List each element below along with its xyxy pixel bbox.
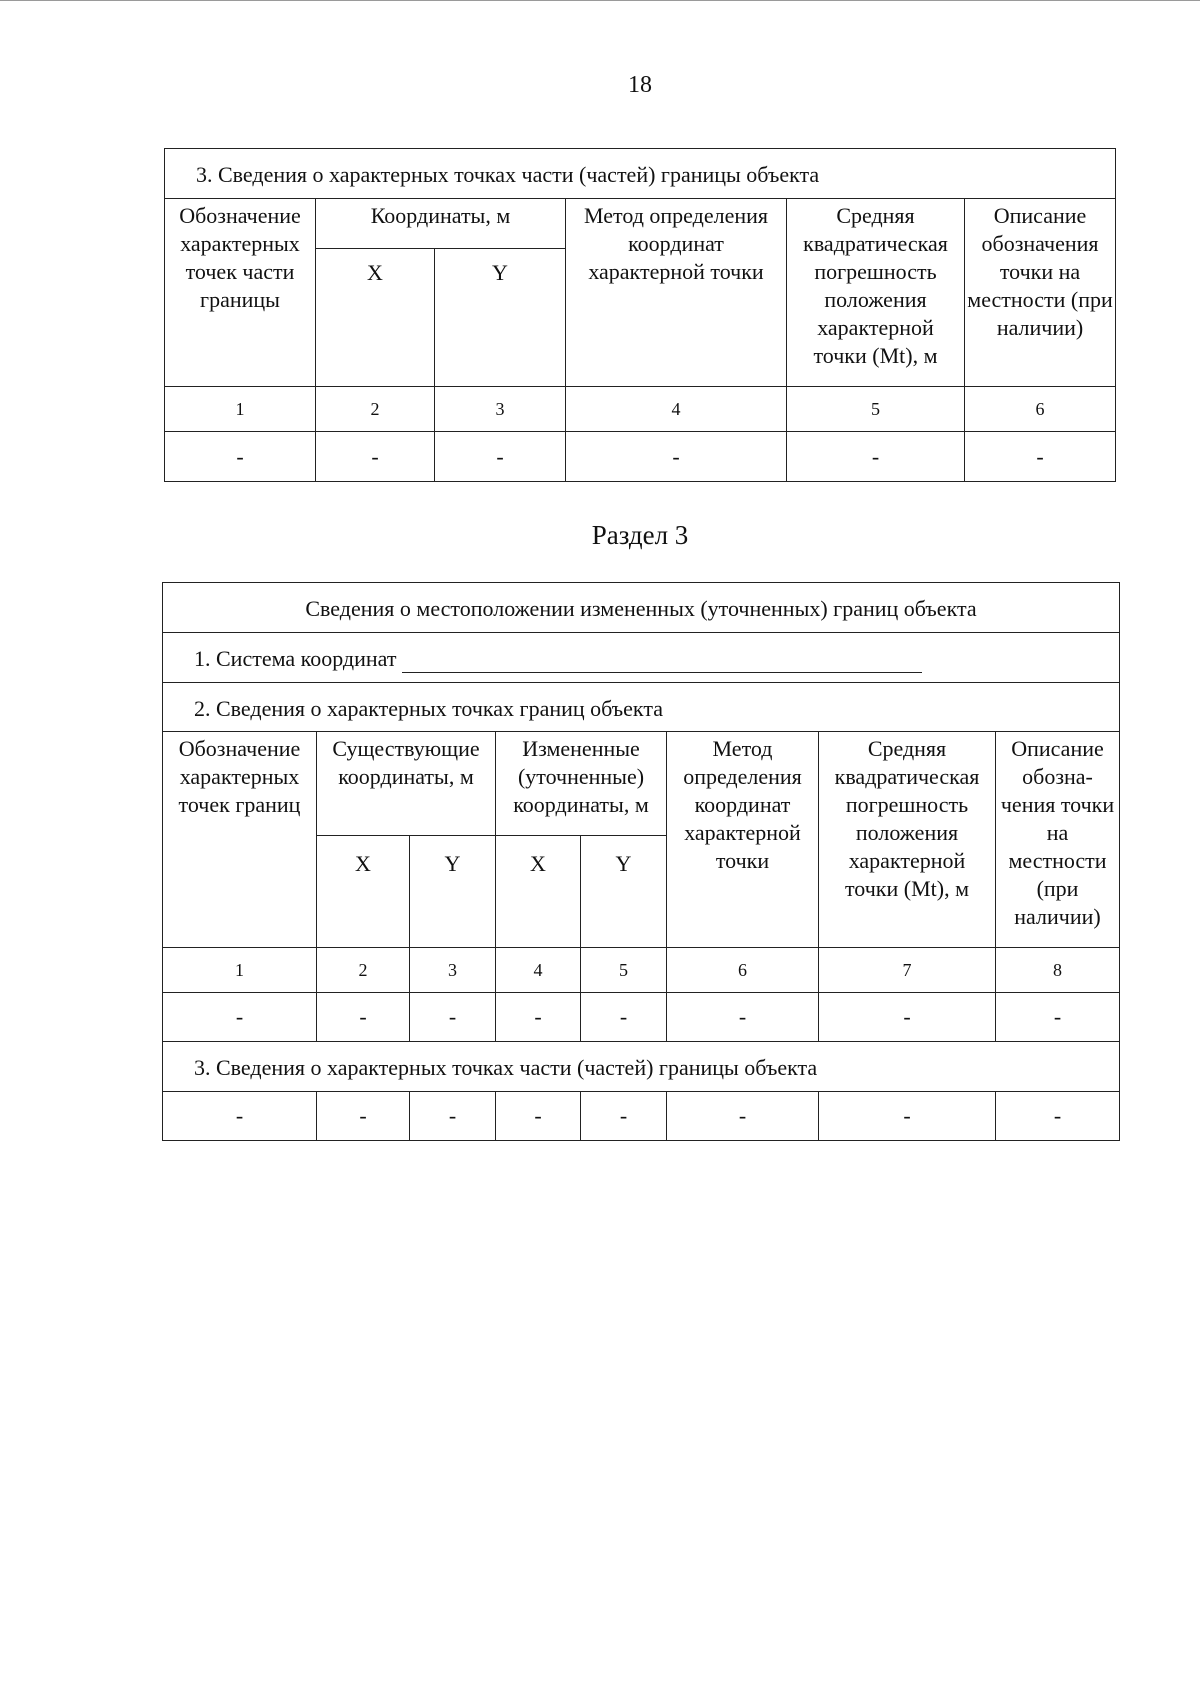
table-cell: - <box>163 993 317 1042</box>
column-number: 1 <box>165 387 316 432</box>
header-description: Описание обозна-чения точки на местности (при наличии) <box>996 732 1120 948</box>
column-number: 2 <box>317 948 410 993</box>
header-coordinates: Координаты, м <box>316 199 566 249</box>
table-changed-boundaries <box>162 582 1120 1141</box>
column-number: 3 <box>410 948 496 993</box>
page-number: 18 <box>628 72 652 98</box>
table-cell: - <box>317 993 410 1042</box>
coordinate-system-row <box>163 633 1120 683</box>
header-error: Средняя квадратическая погрешность положения характерной точки (Mt), м <box>819 732 996 948</box>
table-cell: - <box>965 432 1116 482</box>
table-cell: - <box>435 432 566 482</box>
table-cell: - <box>566 432 787 482</box>
table-part-boundary-points <box>164 148 1116 482</box>
table-cell: - <box>667 993 819 1042</box>
column-number: 6 <box>667 948 819 993</box>
header-method: Метод определения координат характерной точки <box>566 199 787 387</box>
table-row <box>163 993 1120 1042</box>
table-row <box>163 1092 1120 1141</box>
column-number: 2 <box>316 387 435 432</box>
column-number: 3 <box>435 387 566 432</box>
table1-caption: 3. Сведения о характерных точках части (частей) границы объекта <box>165 149 1116 199</box>
column-number: 5 <box>787 387 965 432</box>
header-x: X <box>496 836 581 948</box>
column-number: 1 <box>163 948 317 993</box>
header-x: X <box>317 836 410 948</box>
header-y: Y <box>410 836 496 948</box>
table-cell: - <box>316 432 435 482</box>
table-cell: - <box>410 993 496 1042</box>
column-number: 8 <box>996 948 1120 993</box>
table2-title: Сведения о местоположении измененных (уточненных) границ объекта <box>163 583 1120 633</box>
table-cell: - <box>581 993 667 1042</box>
section-title: Раздел 3 <box>591 520 689 550</box>
column-number: 6 <box>965 387 1116 432</box>
table-cell: - <box>819 993 996 1042</box>
table-cell: - <box>787 432 965 482</box>
table-cell: - <box>581 1092 667 1141</box>
table-cell: - <box>410 1092 496 1141</box>
parts-caption: 3. Сведения о характерных точках части (частей) границы объекта <box>163 1042 1120 1092</box>
table-row <box>165 432 1116 482</box>
header-y: Y <box>435 249 566 387</box>
table-cell: - <box>317 1092 410 1141</box>
column-number: 4 <box>566 387 787 432</box>
coordinate-system-label: 1. Система координат <box>194 646 397 671</box>
coordinate-system-blank-line <box>402 650 922 673</box>
table-cell: - <box>165 432 316 482</box>
points-caption: 2. Сведения о характерных точках границ объекта <box>163 683 1120 732</box>
header-x: X <box>316 249 435 387</box>
table-cell: - <box>163 1092 317 1141</box>
header-method: Метод определения координат характерной точки <box>667 732 819 948</box>
header-y: Y <box>581 836 667 948</box>
table-cell: - <box>819 1092 996 1141</box>
table-cell: - <box>496 993 581 1042</box>
header-error: Средняя квадратическая погрешность положения характерной точки (Mt), м <box>787 199 965 387</box>
table-cell: - <box>496 1092 581 1141</box>
column-number: 4 <box>496 948 581 993</box>
header-existing-coordinates: Существующие координаты, м <box>317 732 496 836</box>
column-number: 5 <box>581 948 667 993</box>
header-changed-coordinates: Измененные (уточненные) координаты, м <box>496 732 667 836</box>
top-scan-edge <box>0 0 1200 1</box>
table-cell: - <box>996 993 1120 1042</box>
table-cell: - <box>667 1092 819 1141</box>
header-designation: Обозначение характерных точек границ <box>163 732 317 948</box>
column-number: 7 <box>819 948 996 993</box>
header-description: Описание обозначения точки на местности (при наличии) <box>965 199 1116 387</box>
table-cell: - <box>996 1092 1120 1141</box>
header-designation: Обозначение характерных точек части границы <box>165 199 316 387</box>
